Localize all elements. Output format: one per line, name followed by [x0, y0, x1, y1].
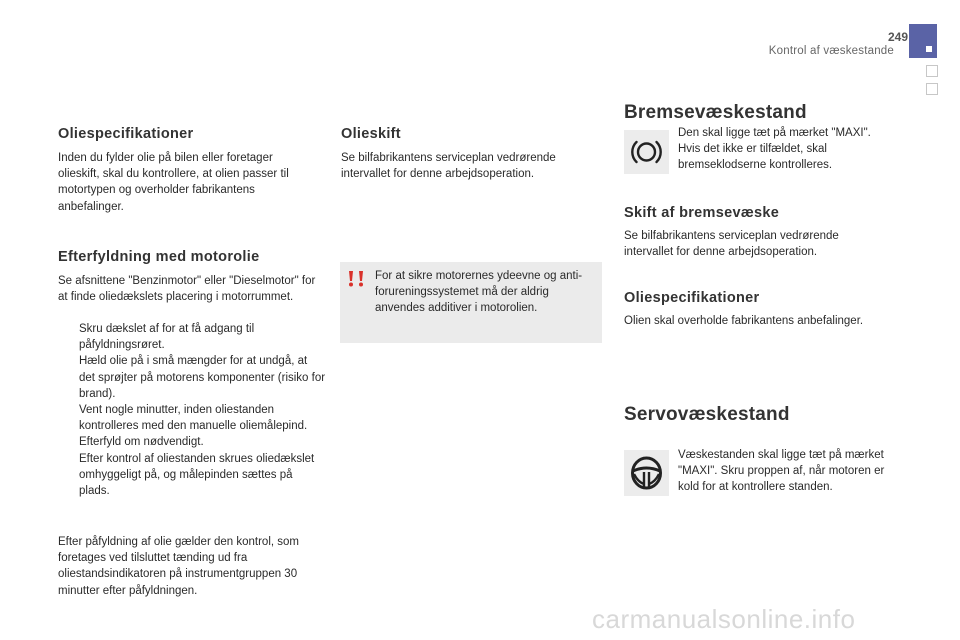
watermark-text: carmanualsonline.info	[592, 604, 856, 634]
refill-heading: Efterfyldning med motorolie	[58, 249, 260, 265]
brake-change-text: Se bilfabrikantens serviceplan vedrørende intervallet for denne arbejdsoperation.	[624, 230, 839, 259]
page-number: 249	[887, 30, 908, 44]
tab-box-1	[926, 65, 938, 77]
list-item: Vent nogle minutter, inden oliestanden kontrolleres med den manuelle oliemålepind.	[79, 404, 308, 433]
power-steering-heading: Servovæskestand	[624, 404, 790, 425]
oil-change-text: Se bilfabrikantens serviceplan vedrørende intervallet for denne arbejdsoperation.	[341, 152, 556, 181]
steering-wheel-icon	[624, 450, 669, 496]
oil-spec-heading: Oliespecifikationer	[58, 126, 194, 142]
refill-steps	[58, 321, 326, 499]
warning-text: For at sikre motorernes ydeevne og anti-forureningssystemet må der aldrig anvendes additiver i motorolien.	[375, 270, 583, 315]
tab-marker	[926, 46, 932, 52]
chapter-tab	[909, 24, 937, 58]
steering-icon-box	[624, 450, 669, 496]
brake-icon-box	[624, 130, 669, 174]
brake-fluid-heading: Bremsevæskestand	[624, 102, 807, 123]
list-item: Efterfyld om nødvendigt.	[79, 436, 204, 449]
warning-exclamation-icon	[346, 267, 368, 289]
list-item: Skru dækslet af for at få adgang til påfyldningsrøret.	[79, 323, 255, 352]
list-item: Efter kontrol af oliestanden skrues oliedækslet omhyggeligt på, og målepinden sættes på plads.	[79, 452, 315, 498]
oil-spec-text-2: Olien skal overholde fabrikantens anbefalinger.	[624, 315, 864, 327]
power-steering-text: Væskestanden skal ligge tæt på mærket "MAXI". Skru proppen af, når motoren er kold for at kontrollere standen.	[678, 449, 885, 494]
list-item: Hæld olie på i små mængder for at undgå, at det sprøjter på motorens komponenter (risiko for brand).	[79, 355, 326, 400]
brake-disc-icon	[624, 130, 669, 174]
section-title: Kontrol af væskestande	[768, 45, 894, 57]
tab-box-2	[926, 83, 938, 95]
oil-spec-text: Inden du fylder olie på bilen eller foretager olieskift, skal du kontrollere, at olien passer til motortypen og overholder fabrikantens anbefalinger.	[58, 152, 289, 213]
after-refill-text: Efter påfyldning af olie gælder den kontrol, som foretages ved tilsluttet tænding ud fra oliestandsindikatoren på instrumentgruppen 30 minutter efter påfyldningen.	[58, 536, 299, 597]
brake-fluid-text: Den skal ligge tæt på mærket "MAXI". Hvis det ikke er tilfældet, skal bremseklodserne kontrolleres.	[678, 127, 871, 172]
oil-change-heading: Olieskift	[341, 126, 401, 142]
oil-spec-heading-2: Oliespecifikationer	[624, 290, 760, 306]
brake-change-heading: Skift af bremsevæske	[624, 205, 780, 221]
refill-intro: Se afsnittene "Benzinmotor" eller "Dieselmotor" for at finde oliedækslets placering i motorrummet.	[58, 275, 316, 304]
